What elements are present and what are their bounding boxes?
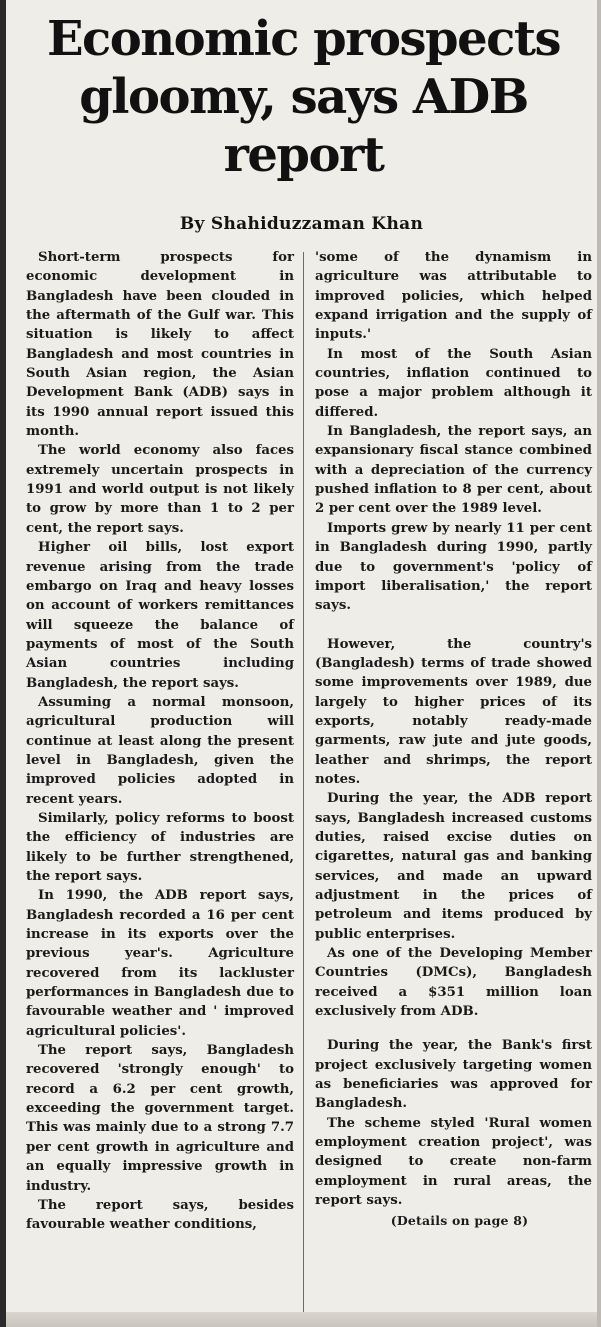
paragraph: Imports grew by nearly 11 per cent in Bangladesh during 1990, partly due to government's 'policy of import liberalisation,' the report says. xyxy=(315,520,592,614)
paragraph: In 1990, the ADB report says, Bangladesh recorded a 16 per cent increase in its exports over the previous year's. Agriculture recovered from its lackluster performances in Bangladesh due to favourable weather and ' improved agricultural policies'. xyxy=(26,888,294,1039)
paragraph: The report says, Bangladesh recovered 'strongly enough' to record a 6.2 per cent growth, exceeding the government target. This was mainly due to a strong 7.7 per cent growth in agriculture and an equally impressive growth in industry. xyxy=(26,1043,294,1194)
paragraph: 'some of the dynamism in agriculture was attributable to improved policies, which helped expand irrigation and the supply of inputs.' xyxy=(315,250,592,343)
left-column xyxy=(26,248,294,1235)
paragraph: Short-term prospects for economic development in Bangladesh have been clouded in the aftermath of the Gulf war. This situation is likely to affect Bangladesh and most countries in South Asian region, the Asian Development Bank (ADB) says in its 1990 annual report issued this month. xyxy=(26,250,294,440)
paragraph: The report says, besides favourable weather conditions, xyxy=(26,1197,294,1233)
paragraph: Similarly, policy reforms to boost the efficiency of industries are likely to be further strengthened, the report says. xyxy=(26,810,294,884)
paragraph: As one of the Developing Member Countries (DMCs), Bangladesh received a $351 million loan exclusively from ADB. xyxy=(315,946,592,1020)
paragraph: The scheme styled 'Rural women employment creation project', was designed to create non-farm employment in rural areas, the report says. xyxy=(315,1115,592,1209)
paragraph: Higher oil bills, lost export revenue arising from the trade embargo on Iraq and heavy losses on account of workers remittances will squeeze the balance of payments of most of the South Asian countries including Bangladesh, the report says. xyxy=(26,540,294,691)
paragraph: In most of the South Asian countries, inflation continued to pose a major problem although it differed. xyxy=(315,346,592,420)
paragraph: The world economy also faces extremely uncertain prospects in 1991 and world output is not likely to grow by more than 1 to 2 per cent, the report says. xyxy=(26,443,294,536)
continuation-note: (Details on page 8) xyxy=(390,1212,529,1228)
page-edge xyxy=(6,1312,597,1327)
paragraph: Assuming a normal monsoon, agricultural production will continue at least along the present level in Bangladesh, given the improved policies adopted in recent years. xyxy=(26,694,294,807)
paragraph: However, the country's (Bangladesh) terms of trade showed some improvements over 1989, due largely to higher prices of its exports, notably ready-made garments, raw jute and jute goods, leather and shrimps, the report notes. xyxy=(315,636,592,787)
byline: By Shahiduzzaman Khan xyxy=(179,214,424,234)
column-divider xyxy=(303,252,304,1312)
right-column xyxy=(315,248,592,1230)
headline: Economic prospects gloomy, says ADB report xyxy=(46,11,561,183)
paragraph: In Bangladesh, the report says, an expansionary fiscal stance combined with a depreciation of the currency pushed inflation to 8 per cent, about 2 per cent over the 1989 level. xyxy=(315,424,592,517)
paragraph: During the year, the ADB report says, Bangladesh increased customs duties, raised excise duties on cigarettes, natural gas and banking services, and made an upward adjustment in the prices of petroleum and items produced by public enterprises. xyxy=(315,791,592,942)
paragraph: During the year, the Bank's first project exclusively targeting women as beneficiaries was approved for Bangladesh. xyxy=(315,1038,592,1112)
